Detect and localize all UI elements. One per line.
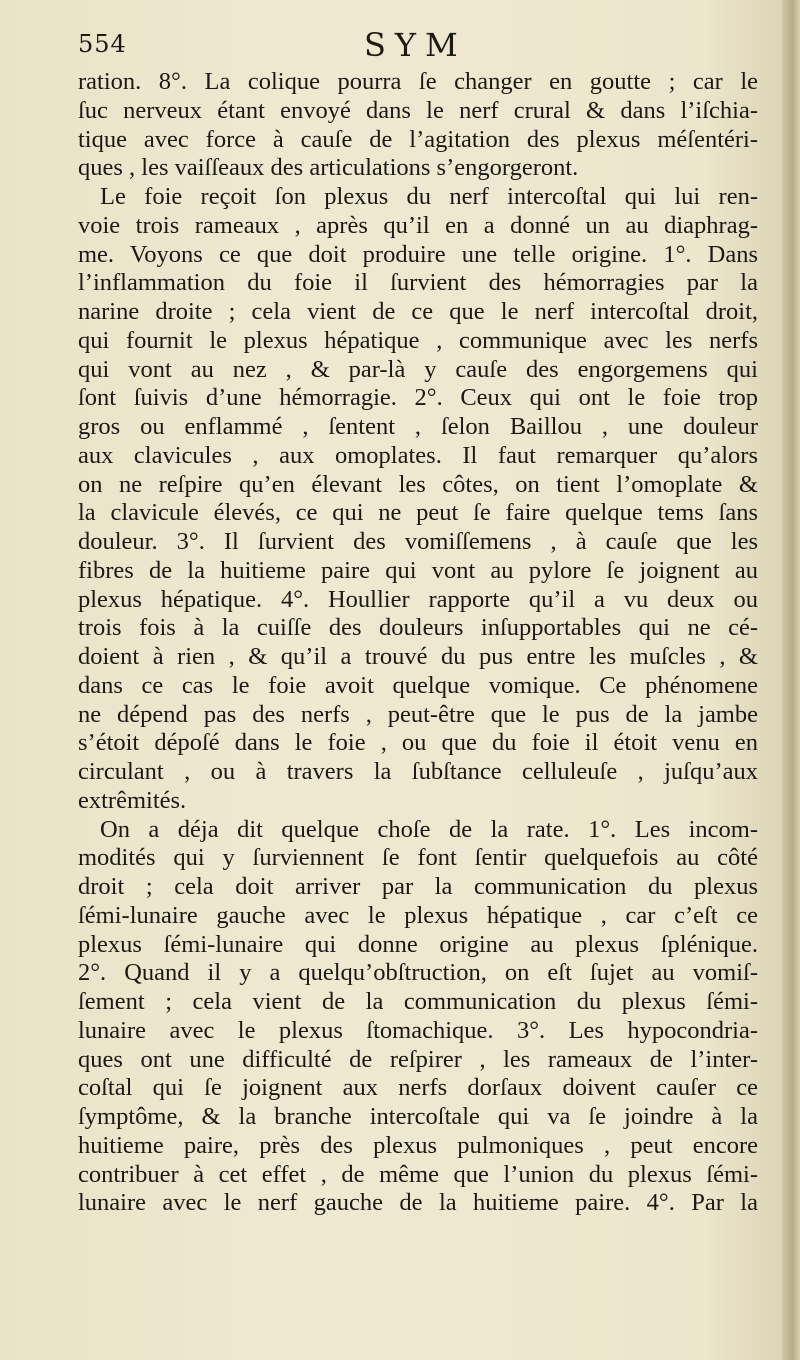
text-line: doient à rien , & qu’il a trouvé du pus entre les muſcles , & [78, 643, 758, 670]
text-line: ſymptôme, & la branche intercoſtale qui va ſe joindre à la [78, 1103, 758, 1130]
text-line: voie trois rameaux , après qu’il en a donné un au diaphrag- [78, 211, 758, 239]
text-line: ſement ; cela vient de la communication du plexus ſémi- [78, 988, 758, 1015]
text-line: fibres de la huitieme paire qui vont au pylore ſe joignent au [78, 556, 758, 584]
text-line: ne dépend pas des nerfs , peut-être que le pus de la jambe [78, 700, 758, 728]
text-line: qui vont au nez , & par-là y cauſe des engorgemens qui [78, 355, 758, 383]
text-line: 2°. Quand il y a quelqu’obſtruction, on eſt ſujet au vomiſ- [78, 959, 758, 987]
text-line: dans ce cas le foie avoit quelque vomique. Ce phénomene [78, 671, 758, 699]
text-line: qui fournit le plexus hépatique , communique avec les nerfs [78, 326, 758, 354]
body-text [78, 68, 758, 1218]
text-line: on ne reſpire qu’en élevant les côtes, on tient l’omoplate & [78, 470, 758, 498]
text-line: On a déja dit quelque choſe de la rate. 1°. Les incom- [100, 815, 758, 843]
text-line: narine droite ; cela vient de ce que le nerf intercoſtal droit, [78, 298, 758, 325]
text-line: aux clavicules , aux omoplates. Il faut remarquer qu’alors [78, 441, 758, 469]
text-line: ques ont une difficulté de reſpirer , les rameaux de l’inter- [78, 1045, 758, 1073]
text-line: droit ; cela doit arriver par la communication du plexus [78, 873, 758, 900]
text-line: modités qui y ſurviennent ſe font ſentir quelquefois au côté [78, 844, 758, 872]
text-line: trois fois à la cuiſſe des douleurs inſupportables qui ne cé- [78, 614, 758, 642]
text-line: l’inflammation du foie il ſurvient des hémorragies par la [78, 269, 758, 297]
text-line: ques , les vaiſſeaux des articulations s’engorgeront. [78, 154, 579, 182]
text-line: huitieme paire, près des plexus pulmoniques , peut encore [78, 1131, 758, 1159]
page-header [78, 24, 758, 64]
text-line: plexus ſémi-lunaire qui donne origine au plexus ſplénique. [78, 930, 758, 958]
text-line: tique avec force à cauſe de l’agitation des plexus méſentéri- [78, 125, 758, 153]
text-line: coſtal qui ſe joignent aux nerfs dorſaux doivent cauſer ce [78, 1074, 758, 1102]
text-line: contribuer à cet effet , de même que l’union du plexus ſémi- [78, 1160, 758, 1188]
text-line: la clavicule élevés, ce qui ne peut ſe faire quelque tems ſans [78, 499, 758, 527]
text-line: extrêmités. [78, 786, 187, 814]
text-line: me. Voyons ce que doit produire une telle origine. 1°. Dans [78, 240, 758, 268]
text-line: lunaire avec le nerf gauche de la huitieme paire. 4°. Par la [78, 1189, 758, 1217]
text-line: ſont ſuivis d’une hémorragie. 2°. Ceux qui ont le foie trop [78, 384, 758, 412]
text-line: douleur. 3°. Il ſurvient des vomiſſemens , à cauſe que les [78, 528, 758, 555]
text-line: lunaire avec le plexus ſtomachique. 3°. Les hypocondria- [78, 1016, 758, 1044]
text-line: Le foie reçoit ſon plexus du nerf intercoſtal qui lui ren- [100, 183, 758, 210]
running-head: SYM [364, 26, 467, 64]
page-number: 554 [78, 30, 127, 58]
text-line: plexus hépatique. 4°. Houllier rapporte qu’il a vu deux ou [78, 585, 758, 613]
page-edge [782, 0, 800, 1360]
text-line: s’étoit dépoſé dans le foie , ou que du foie il étoit venu en [78, 729, 758, 757]
text-line: ſuc nerveux étant envoyé dans le nerf crural & dans l’iſchia- [78, 96, 758, 124]
text-line: gros ou enflammé , ſentent , ſelon Baillou , une douleur [78, 413, 758, 440]
text-line: circulant , ou à travers la ſubſtance celluleuſe , juſqu’aux [78, 758, 758, 785]
text-line: ration. 8°. La colique pourra ſe changer en goutte ; car le [78, 68, 758, 95]
text-line: ſémi-lunaire gauche avec le plexus hépatique , car c’eſt ce [78, 901, 758, 929]
